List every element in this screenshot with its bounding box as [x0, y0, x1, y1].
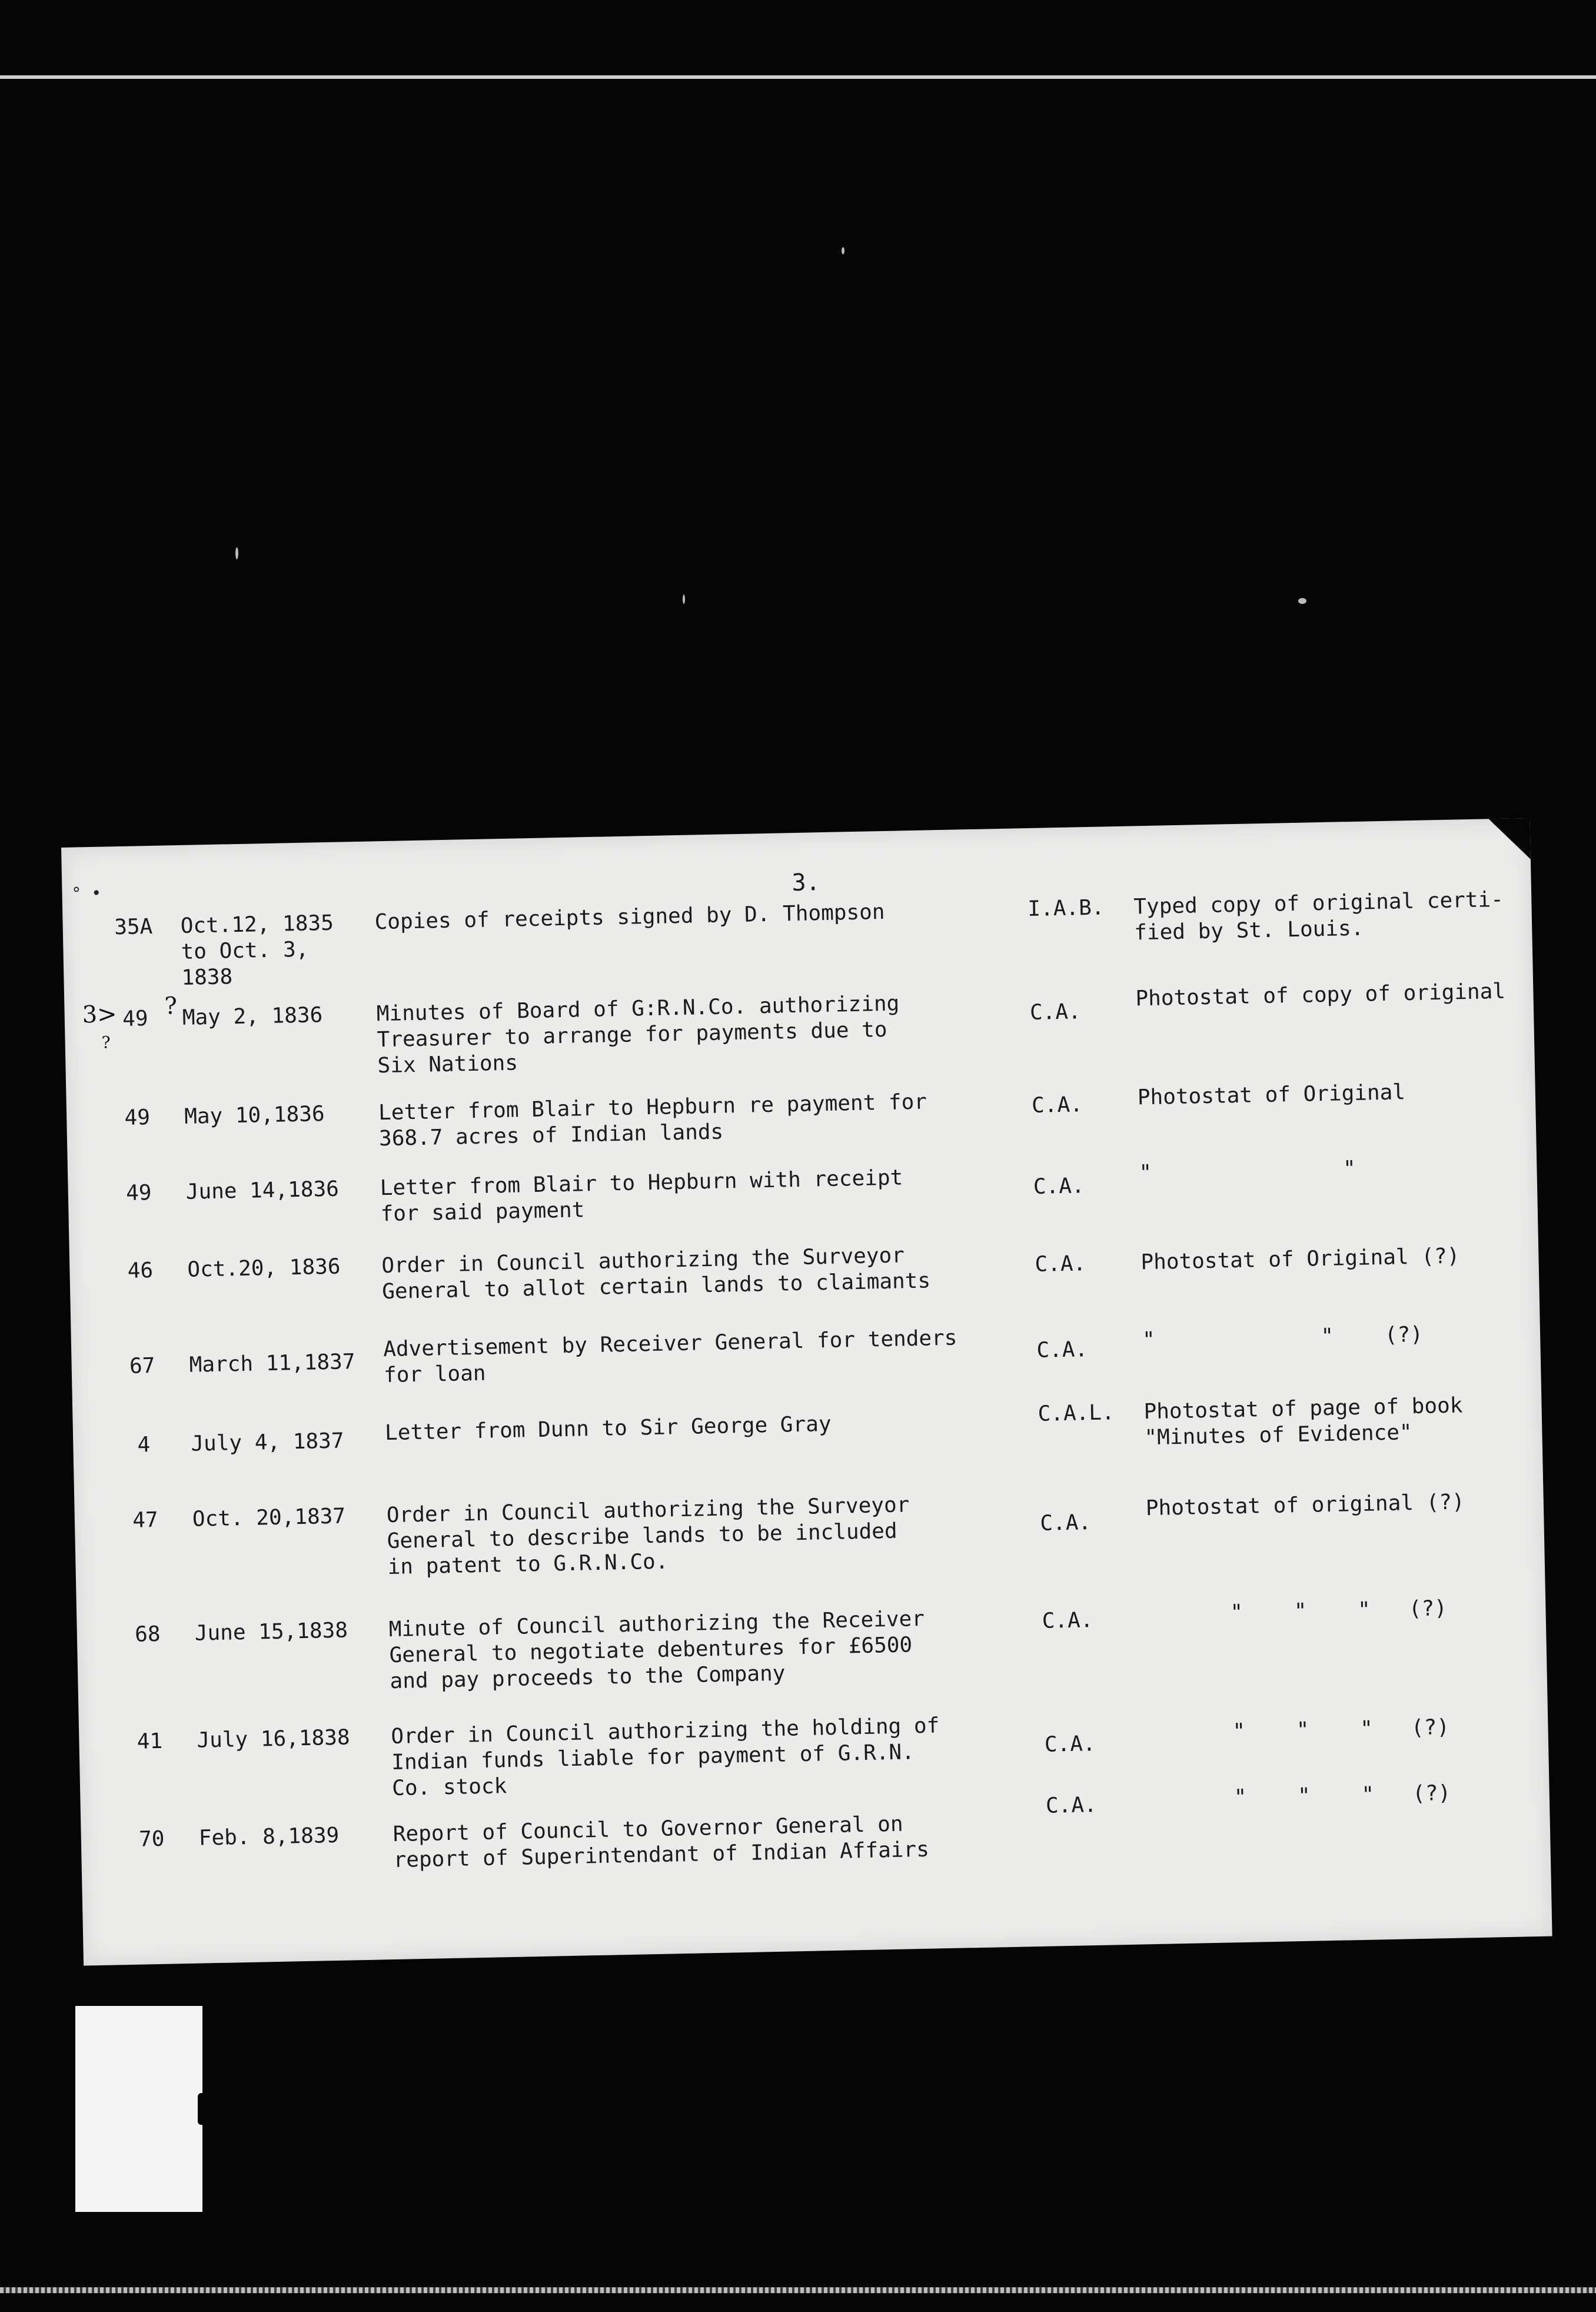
item-description: Report of Council to Governor General on report of Superintendant of Indian Affairs	[393, 1812, 930, 1873]
item-description: Order in Council authorizing the Surveyor General to describe lands to be included in patent to G.R.N.Co.	[386, 1493, 910, 1580]
handwritten-mark-small: ?	[101, 1032, 111, 1052]
item-date: May 2, 1836	[182, 1003, 323, 1030]
item-source: C.A.	[1044, 1732, 1096, 1757]
item-description: Minutes of Board of G:R.N.Co. authorizing Treasurer to arrange for payments due to Six Nations	[376, 991, 900, 1078]
film-top-rule	[0, 75, 1596, 79]
item-description: Order in Council authorizing the holding of Indian funds liable for payment of G.R.N. Co. stock	[391, 1713, 940, 1801]
table-row	[79, 1701, 1547, 1801]
table-row	[66, 1077, 1535, 1151]
item-date: July 4, 1837	[190, 1429, 344, 1456]
item-date: Oct.20, 1836	[187, 1254, 341, 1282]
card-notch	[198, 2093, 206, 2125]
item-description: Order in Council authorizing the Surveyor General to allot certain lands to claimants	[381, 1243, 931, 1304]
item-note: " " " (?)	[1233, 1780, 1451, 1810]
item-source: C.A.	[1031, 1092, 1083, 1118]
page-number: 3.	[791, 869, 821, 897]
item-source: C.A.	[1033, 1174, 1085, 1199]
item-number: 35A	[114, 914, 153, 940]
item-source: C.A.	[1036, 1337, 1088, 1363]
table-row	[77, 1594, 1545, 1694]
item-number: 49	[125, 1181, 152, 1205]
item-source: C.A.	[1039, 1510, 1092, 1536]
film-speck	[235, 547, 238, 559]
item-number: 41	[137, 1729, 163, 1754]
item-number: 4	[137, 1433, 151, 1457]
document-page	[61, 818, 1552, 1966]
item-source: I.A.B.	[1028, 895, 1105, 922]
item-date: July 16,1838	[197, 1725, 350, 1753]
item-date: June 14,1836	[185, 1177, 340, 1204]
item-number: 46	[127, 1258, 154, 1283]
item-description: Advertisement by Receiver General for tenders for loan	[383, 1326, 957, 1388]
item-source: C.A.	[1042, 1608, 1093, 1633]
item-description: Letter from Dunn to Sir George Gray	[384, 1411, 832, 1446]
item-note: Photostat of Original	[1137, 1080, 1406, 1110]
item-note: " " (?)	[1142, 1322, 1424, 1353]
film-speck	[842, 247, 844, 254]
handwritten-question-mark: ?	[164, 992, 178, 1020]
table-row	[73, 1393, 1541, 1457]
table-row	[75, 1480, 1543, 1580]
item-source: C.A.	[1045, 1793, 1098, 1818]
item-date: Feb. 8,1839	[198, 1823, 340, 1851]
item-source: C.A.	[1035, 1251, 1086, 1277]
item-note: Photostat of Original (?)	[1141, 1244, 1460, 1275]
item-number: 68	[134, 1622, 161, 1647]
film-bottom-rule	[0, 2287, 1596, 2293]
item-date: March 11,1837	[189, 1350, 355, 1377]
item-date: Oct.12, 1835 to Oct. 3, 1838	[180, 911, 334, 990]
item-note: " "	[1139, 1156, 1356, 1185]
item-number: 70	[138, 1826, 165, 1852]
film-speck	[683, 594, 685, 604]
blank-label-card	[75, 2006, 202, 2212]
item-description: Copies of receipts signed by D. Thompson	[374, 899, 885, 935]
item-description: Letter from Blair to Hepburn with receipt for said payment	[380, 1165, 903, 1227]
item-note: Photostat of page of book "Minutes of Evidence"	[1143, 1393, 1463, 1450]
table-row	[69, 1230, 1538, 1304]
item-number: 49	[124, 1105, 151, 1130]
item-description: Minute of Council authorizing the Receiver General to negotiate debentures for £6500 and pay proceeds to the Company	[388, 1606, 925, 1694]
item-note: Photostat of copy of original	[1135, 979, 1506, 1011]
item-date: May 10,1836	[184, 1102, 325, 1129]
item-source: C.A.L.	[1038, 1400, 1115, 1426]
item-number: 47	[132, 1507, 159, 1533]
item-note: " " " (?)	[1230, 1596, 1448, 1625]
table-row	[81, 1780, 1549, 1873]
table-row	[71, 1314, 1540, 1388]
margin-marks: ° •	[71, 883, 102, 903]
page-corner-fold	[1489, 818, 1531, 860]
handwritten-mark: 3>	[82, 1001, 118, 1029]
item-note: " " " (?)	[1232, 1715, 1450, 1744]
item-number: 49	[122, 1006, 148, 1031]
item-date: Oct. 20,1837	[192, 1504, 346, 1532]
item-description: Letter from Blair to Hepburn re payment for 368.7 acres of Indian lands	[378, 1089, 927, 1151]
film-speck	[1298, 598, 1306, 604]
item-source: C.A.	[1029, 999, 1082, 1025]
item-note: Typed copy of original certi- fied by St. Louis.	[1133, 887, 1504, 945]
item-note: Photostat of original (?)	[1145, 1490, 1465, 1521]
item-date: June 15,1838	[194, 1618, 348, 1646]
item-number: 67	[129, 1353, 155, 1378]
table-row	[68, 1152, 1536, 1227]
